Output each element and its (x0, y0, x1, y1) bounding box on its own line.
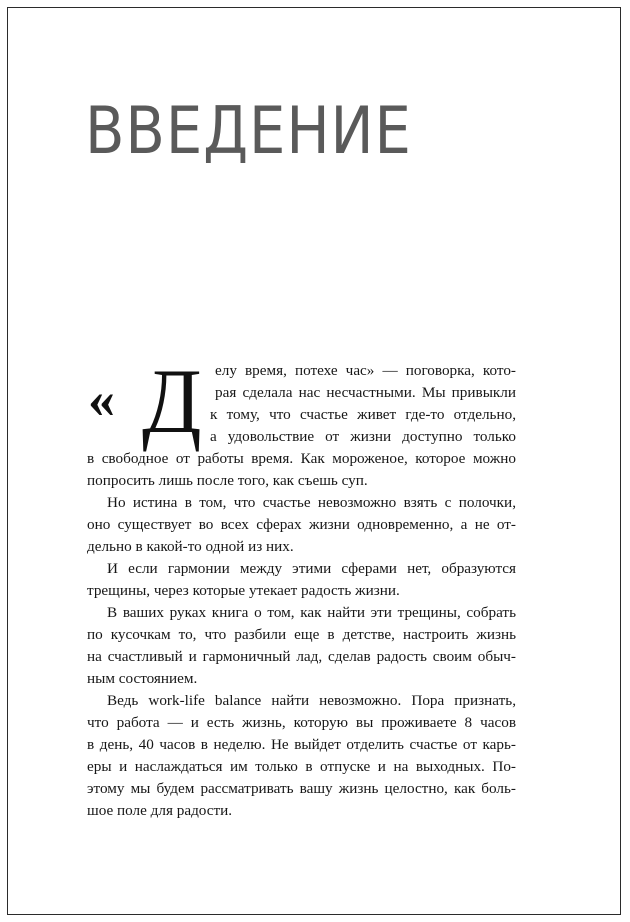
paragraph-line-13: по кусочкам то, что разбили еще в детстве, настроить жизнь (87, 626, 516, 643)
paragraph-line-18: в день, 40 часов в неделю. Не выйдет отделить счастье от карь- (87, 736, 516, 753)
paragraph-line-12: В ваших руках книга о том, как найти эти трещины, собрать (107, 604, 516, 621)
paragraph-line-4: а удовольствие от жизни доступно только (210, 428, 516, 445)
paragraph-line-11: трещины, через которые утекает радость жизни. (87, 582, 400, 599)
paragraph-line-19: еры и наслаждаться им только в отпуске и на выходных. По- (87, 758, 516, 775)
paragraph-line-10: И если гармонии между этими сферами нет, образуются (107, 560, 516, 577)
paragraph-line-20: этому мы будем рассматривать вашу жизнь целостно, как боль- (87, 780, 516, 797)
paragraph-line-6: попросить лишь после того, как съешь суп. (87, 472, 368, 489)
paragraph-line-14: на счастливый и гармоничный лад, сделав радость своим обыч- (87, 648, 516, 665)
paragraph-line-16: Ведь work-life balance найти невозможно. Пора признать, (107, 692, 516, 709)
chapter-title: ВВЕДЕНИЕ (85, 93, 412, 170)
paragraph-line-15: ным состоянием. (87, 670, 198, 687)
paragraph-line-1: елу время, потехе час» — поговорка, кото- (215, 362, 516, 379)
paragraph-line-21: шое поле для радости. (87, 802, 233, 819)
paragraph-line-7: Но истина в том, что счастье невозможно взять с полочки, (107, 494, 516, 511)
paragraph-line-8: оно существует во всех сферах жизни одновременно, а не от- (87, 516, 516, 533)
paragraph-line-3: к тому, что счастье живет где-то отдельно, (210, 406, 516, 423)
paragraph-line-17: что работа — и есть жизнь, которую вы проживаете 8 часов (87, 714, 516, 731)
paragraph-line-9: дельно в какой-то одной из них. (87, 538, 294, 555)
drop-cap-letter: Д (142, 350, 202, 452)
paragraph-line-2: рая сделала нас несчастными. Мы привыкли (215, 384, 516, 401)
paragraph-line-5: в свободное от работы время. Как мороженое, которое можно (87, 450, 516, 467)
drop-cap-quote: « (88, 369, 115, 429)
